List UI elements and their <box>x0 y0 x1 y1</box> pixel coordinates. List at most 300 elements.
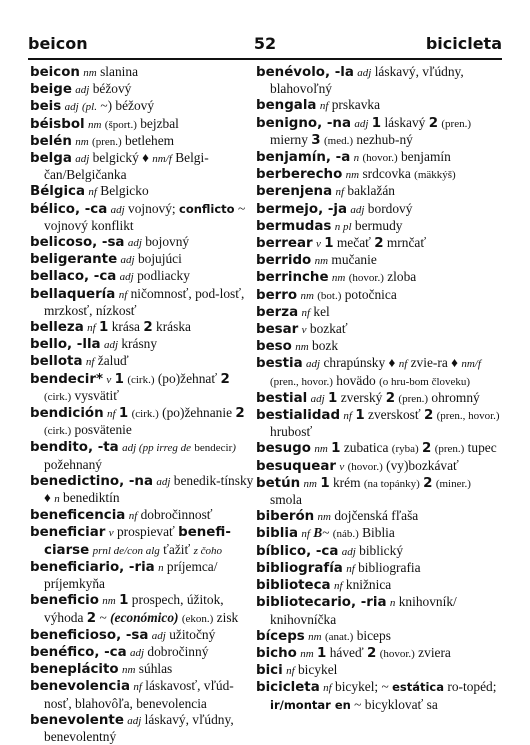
headword: biberón <box>256 509 315 525</box>
entry-text: benedik-tínsky ♦ <box>44 472 254 506</box>
headword: bicho <box>256 645 297 661</box>
entry-text: (vy)bozkávať <box>382 457 459 473</box>
headword: beneficencia <box>30 508 126 524</box>
grammar-label: adj <box>127 237 142 250</box>
usage-label: (hovor.) <box>362 152 398 165</box>
entry-text: vysvätiť <box>71 387 119 403</box>
entry-text: kel <box>310 303 330 319</box>
sense-number: 2 <box>86 610 97 626</box>
usage-label: (cirk.) <box>127 373 155 386</box>
grammar-label: nf <box>398 358 408 371</box>
sense-number: 1 <box>114 371 124 387</box>
entry-text: dojčenská fľaša <box>331 508 419 524</box>
headword: belleza <box>30 320 84 336</box>
grammar-label: n <box>353 152 360 165</box>
entry-text: knižnica <box>342 577 392 593</box>
phrase: ir/montar en <box>270 697 351 712</box>
entry-text: bicykel <box>294 662 338 678</box>
usage-label: (hovor.) <box>347 460 383 473</box>
sense-number: 2 <box>428 115 439 131</box>
usage-label: (hovor.) <box>348 272 384 285</box>
dictionary-entry <box>256 304 502 321</box>
headword: berenjena <box>256 184 333 200</box>
grammar-label: nf <box>107 408 116 421</box>
grammar-label: n pl <box>334 220 352 233</box>
usage-label: (pren.) <box>434 443 465 456</box>
dictionary-entry <box>256 183 502 200</box>
usage-label: (pren.) <box>92 135 122 148</box>
grammar-label: nf <box>133 681 142 694</box>
headword: besuquear <box>256 458 337 474</box>
grammar-label: nf <box>301 306 311 319</box>
entry-text: súhlas <box>135 661 173 677</box>
grammar-label: nm <box>87 118 102 131</box>
headword: bellota <box>30 354 83 370</box>
headword: bélico, -ca <box>30 201 108 217</box>
dictionary-entry <box>256 628 502 645</box>
grammar-label: n <box>54 493 60 506</box>
headword: berza <box>256 304 299 320</box>
grammar-label: nf <box>333 580 343 593</box>
sense-number: 1 <box>317 645 327 661</box>
entry-text: láskavý, vľúdny, benevolentný <box>44 711 234 744</box>
entry-text: Belgicko <box>96 183 149 199</box>
headword: Bélgica <box>30 184 86 200</box>
entry-text: krém <box>329 474 364 490</box>
usage-label: (ekon.) <box>181 612 214 625</box>
entry-text: ničomnosť, pod-losť, mrzkosť, nízkosť <box>44 285 245 318</box>
headword: bestialidad <box>256 408 341 424</box>
entry-text: potočnica <box>341 286 397 302</box>
headword: bendición <box>30 406 104 422</box>
dictionary-entry <box>256 594 502 627</box>
dictionary-entry <box>30 319 256 336</box>
entry-text: bozk <box>308 338 339 354</box>
grammar-label: v <box>106 373 112 386</box>
grammar-label: v <box>339 460 345 473</box>
sense-number: 2 <box>422 441 432 457</box>
dictionary-entry <box>30 64 256 81</box>
dictionary-entry <box>30 286 256 319</box>
dictionary-entry <box>30 524 256 558</box>
grammar-label: v <box>315 238 321 251</box>
grammar-label: nm <box>303 477 317 490</box>
headword: beis <box>30 99 62 115</box>
headword: benigno, -na <box>256 115 351 131</box>
grammar-label: nf <box>343 410 352 423</box>
entry-text: prospievať <box>113 524 179 540</box>
sense-number: 1 <box>99 320 109 336</box>
grammar-label: nm <box>121 664 136 677</box>
headword: beicon <box>30 65 80 80</box>
dictionary-entry <box>30 405 256 439</box>
dictionary-entry <box>30 183 256 200</box>
headword: bibliotecario, -ria <box>256 595 387 611</box>
dictionary-entry <box>256 662 502 679</box>
grammar-label: nf <box>85 356 95 369</box>
grammar-label: adj <box>110 203 125 216</box>
entry-text: láskavý <box>381 114 429 130</box>
sense-number: 2 <box>367 645 377 661</box>
grammar-label: nm <box>331 272 346 285</box>
entry-text: mučanie <box>328 252 377 268</box>
entry-text: bejzbal <box>136 115 179 131</box>
dictionary-entry <box>256 577 502 594</box>
headword: beneficiar <box>30 525 106 541</box>
dictionary-entry <box>256 407 502 440</box>
sense-number: 3 <box>311 132 321 148</box>
sense-number: 1 <box>331 441 341 457</box>
entry-text: prskavka <box>328 97 381 113</box>
entry-text: biblický <box>355 542 404 558</box>
entry-text: belgický ♦ <box>89 150 153 166</box>
headword: belén <box>30 133 72 149</box>
grammar-label: adj <box>103 339 118 352</box>
grammar-label: nf <box>301 528 310 541</box>
headword: benedictino, -na <box>30 473 153 489</box>
usage-label: (pren.) <box>398 392 429 405</box>
sense-number: 2 <box>143 320 153 336</box>
entry-text: Belgi-čan/Belgičanka <box>44 150 209 183</box>
entry-text: dobročinný <box>144 643 209 659</box>
entry-text: betlehem <box>121 132 175 148</box>
usage-label: (náb.) <box>332 528 359 541</box>
headword: benjamín, -a <box>256 150 351 166</box>
headword: benefi-ciarse <box>44 525 231 558</box>
sense-number: 2 <box>423 408 434 424</box>
grammar-label: nm <box>345 169 360 182</box>
dictionary-entry <box>30 201 256 234</box>
grammar-label: n <box>389 597 396 610</box>
header-left-guide-word: beicon <box>28 34 88 53</box>
usage-label: (med.) <box>323 134 353 147</box>
dictionary-entry <box>256 543 502 560</box>
grammar-label: nm <box>75 135 89 148</box>
dictionary-entry <box>30 559 256 592</box>
dictionary-entry <box>30 661 256 678</box>
headword: bellaquería <box>30 286 116 302</box>
usage-label: bendecir <box>194 442 233 455</box>
headword: benévolo, -la <box>256 65 354 80</box>
grammar-label: adj <box>75 84 90 97</box>
dictionary-entry <box>256 252 502 269</box>
sense-number: 1 <box>355 408 365 424</box>
headword: betún <box>256 475 301 491</box>
grammar-label: nf <box>118 288 128 301</box>
grammar-label: adj <box>75 153 90 166</box>
grammar-label: nf <box>286 665 295 678</box>
entry-text: bojovný <box>141 234 190 250</box>
grammar-label: adj <box>64 101 79 114</box>
grammar-label: prnl de/con alg <box>92 544 160 557</box>
entry-text: ~ vojnový konflikt <box>44 200 246 233</box>
header-right-guide-word: bicicleta <box>425 34 502 53</box>
usage-label: (cirk.) <box>44 390 72 403</box>
grammar-label: adj <box>129 646 145 659</box>
grammar-label: adj <box>151 629 166 642</box>
sense-number: 2 <box>374 236 384 252</box>
headword: bibliografía <box>256 560 343 576</box>
headword: bengala <box>256 98 317 114</box>
headword: benevolencia <box>30 679 130 695</box>
grammar-label: nm <box>102 595 116 608</box>
grammar-label: adj <box>127 714 142 727</box>
dictionary-entry <box>256 218 502 235</box>
headword: bellaco, -ca <box>30 269 117 285</box>
phrase-italic: (económico) <box>110 609 179 625</box>
dictionary-entry <box>256 149 502 166</box>
entry-text: zubatica <box>340 440 392 456</box>
entry-text: zloba <box>383 269 417 285</box>
dictionary-entry <box>256 458 502 475</box>
entry-text: krásny <box>118 336 158 352</box>
headword: berro <box>256 287 298 303</box>
headword: bermudas <box>256 218 332 234</box>
dictionary-entry <box>30 81 256 98</box>
grammar-label: nf <box>87 322 96 335</box>
headword: beso <box>256 339 292 355</box>
headword: bicicleta <box>256 680 320 696</box>
headword: berrido <box>256 253 312 269</box>
sense-number: 1 <box>119 593 129 609</box>
headword: beneficioso, -sa <box>30 627 149 643</box>
entry-text: tupec <box>464 440 497 456</box>
entry-text: ~ bicyklovať sa <box>350 696 438 712</box>
usage-label: (o hru-bom človeku) <box>379 375 471 388</box>
sense-number: 1 <box>320 475 330 491</box>
headword: berrear <box>256 236 313 252</box>
sense-number: 2 <box>220 371 230 387</box>
left-column <box>30 64 256 745</box>
entry-text: hovädo <box>332 372 380 388</box>
dictionary-entry <box>30 353 256 370</box>
grammar-label: ) <box>232 442 236 455</box>
entry-text: smola <box>270 492 302 508</box>
dictionary-entry <box>256 525 502 542</box>
dictionary-entry <box>30 234 256 251</box>
entry-text: žaluď <box>94 353 129 369</box>
grammar-label: n <box>158 561 164 574</box>
headword: bello, -lla <box>30 337 101 353</box>
dictionary-entry <box>256 166 502 183</box>
grammar-label: v <box>301 324 307 337</box>
entry-text: mrnčať <box>383 235 427 251</box>
headword: beneplácito <box>30 662 119 678</box>
phrase: estática <box>392 680 445 695</box>
grammar-label: adj <box>120 254 135 267</box>
entry-text: bicykel; ~ <box>331 679 393 695</box>
dictionary-entry <box>30 371 256 405</box>
headword: bendito, -ta <box>30 440 119 456</box>
usage-label: (ryba) <box>391 443 419 456</box>
dictionary-entry <box>256 508 502 525</box>
entry-text: baklažán <box>344 183 395 199</box>
dictionary-entry <box>30 712 256 745</box>
entry-text: bojujúci <box>134 251 182 267</box>
entry-text: požehnaný <box>44 456 103 472</box>
grammar-label: nf <box>319 100 329 113</box>
dictionary-entry <box>256 201 502 218</box>
grammar-label: nm <box>314 443 328 456</box>
headword: belicoso, -sa <box>30 235 125 251</box>
dictionary-entry <box>256 390 502 407</box>
entry-text: benjamín <box>397 149 451 165</box>
grammar-label: adj <box>119 271 134 284</box>
entry-text: benediktín <box>59 490 120 506</box>
entry-text: láskavosť, vľúd-nosť, blahovôľa, benevolencia <box>44 678 234 711</box>
dictionary-entry <box>30 644 256 661</box>
header-rule <box>28 58 502 60</box>
dictionary-entry <box>30 439 256 472</box>
entry-text: ~) béžový <box>97 98 155 114</box>
entry-text: vojnový; <box>124 200 179 216</box>
usage-label: (bot.) <box>317 289 342 302</box>
sense-number: 1 <box>118 406 129 422</box>
headword: besugo <box>256 441 311 457</box>
grammar-label: nm <box>300 289 314 302</box>
dictionary-entry <box>256 115 502 149</box>
grammar-label: adj <box>354 117 369 130</box>
dictionary-entry <box>30 251 256 268</box>
headword: beige <box>30 82 72 98</box>
headword: biblioteca <box>256 578 331 594</box>
grammar-label: adj <box>341 545 356 558</box>
dictionary-entry <box>30 133 256 150</box>
headword: bermejo, -ja <box>256 201 348 217</box>
entry-text: bozkať <box>306 321 348 337</box>
usage-label: (na topánky) <box>363 477 420 490</box>
entry-text: ohromný <box>428 389 480 405</box>
entry-text: chrapúnsky ♦ <box>320 355 399 371</box>
entry-text: láskavý, vľúdny, blahovoľný <box>270 64 464 97</box>
usage-label: (pren., hovor.) <box>270 375 333 388</box>
entry-text: užitočný <box>165 626 216 642</box>
entry-text: dobročinnosť <box>137 507 213 523</box>
usage-label: (miner.) <box>435 477 471 490</box>
grammar-label: nf <box>128 510 138 523</box>
grammar-label: nm/f <box>461 358 481 371</box>
grammar-label: nf <box>323 682 332 695</box>
dictionary-entry <box>256 97 502 114</box>
headword: bendecir* <box>30 371 104 387</box>
dictionary-entry <box>30 507 256 524</box>
dictionary-entry <box>30 592 256 626</box>
sense-number: 1 <box>328 390 338 406</box>
headword: beneficio <box>30 593 99 609</box>
grammar-label: nm <box>300 647 314 660</box>
page-header <box>28 34 502 56</box>
dictionary-entry <box>256 321 502 338</box>
entry-text: mečať <box>333 235 375 251</box>
headword: bíceps <box>256 628 305 644</box>
dictionary-entry <box>256 338 502 355</box>
entry-text: béžový <box>89 81 132 97</box>
entry-text: Biblia <box>358 525 395 541</box>
dictionary-entry <box>256 679 502 712</box>
grammar-label: adj <box>357 67 372 79</box>
dictionary-entry <box>30 627 256 644</box>
grammar-label: adj <box>310 392 325 405</box>
sense-number: 2 <box>235 406 245 422</box>
headword: belga <box>30 151 72 167</box>
usage-label: (pren., hovor.) <box>436 410 500 423</box>
sense-number: 2 <box>385 390 396 406</box>
headword: bíblico, -ca <box>256 543 339 559</box>
grammar-label: nm/f <box>152 153 172 166</box>
usage-label: (anat.) <box>324 630 354 643</box>
page-number: 52 <box>253 34 277 53</box>
dictionary-entry <box>256 287 502 304</box>
usage-label: (mäkkýš) <box>414 169 456 182</box>
grammar-label: v <box>108 527 114 540</box>
entry-text: (po)žehnanie <box>158 405 236 421</box>
entry-text: bordový <box>364 200 413 216</box>
dictionary-entry <box>30 336 256 353</box>
grammar-label: z čoho <box>193 544 222 557</box>
dictionary-entry <box>30 150 256 183</box>
entry-text: knihovník/ knihovníčka <box>270 594 457 627</box>
grammar-label: nm <box>83 67 97 79</box>
grammar-label: nf <box>335 186 345 199</box>
dictionary-entry <box>256 269 502 286</box>
headword: bestial <box>256 390 308 406</box>
entry-text: zvie-ra ♦ <box>407 355 462 371</box>
dictionary-entry <box>30 678 256 711</box>
entry-text: ~ <box>96 609 111 625</box>
entry-text: kráska <box>152 319 191 335</box>
headword: beligerante <box>30 252 118 268</box>
entry-text: zviera <box>414 644 451 660</box>
usage-label: (cirk.) <box>44 425 72 438</box>
entry-text: zisk <box>213 609 239 625</box>
usage-label: (šport.) <box>104 118 137 131</box>
entry-text: príjemca/ príjemkyňa <box>44 558 218 592</box>
headword: bici <box>256 663 283 679</box>
entry-text: srdcovka <box>359 166 415 182</box>
dictionary-entry <box>256 645 502 662</box>
sense-number: 2 <box>423 475 433 491</box>
usage-label: (cirk.) <box>131 408 159 421</box>
entry-text: zverský <box>337 389 386 405</box>
entry-text: biceps <box>353 627 391 643</box>
grammar-label: (pl. <box>82 101 97 114</box>
sense-number: 1 <box>324 236 334 252</box>
dictionary-entry <box>256 355 502 389</box>
entry-text: (po)žehnať <box>154 370 221 386</box>
dictionary-entry <box>256 475 502 508</box>
entry-text: bermudy <box>351 217 403 233</box>
grammar-label: adj (pp irreg de <box>122 442 192 455</box>
dictionary-entry <box>30 98 256 115</box>
grammar-label: nf <box>346 562 355 575</box>
entry-text: mierny <box>270 131 312 147</box>
grammar-label: nm <box>314 255 329 268</box>
headword: besar <box>256 322 299 338</box>
phrase-italic: B <box>313 525 323 541</box>
entry-text: podliacky <box>133 268 190 284</box>
entry-text: háveď <box>326 644 367 660</box>
headword: benéfico, -ca <box>30 644 127 660</box>
sense-number: 1 <box>371 115 382 131</box>
grammar-label: nm <box>295 341 309 354</box>
headword: berrinche <box>256 270 329 286</box>
dictionary-entry <box>256 560 502 577</box>
dictionary-entry <box>30 268 256 285</box>
headword: berberecho <box>256 167 343 183</box>
entry-text: ro-topéd; <box>444 679 497 695</box>
headword: beneficiario, -ria <box>30 559 155 575</box>
entry-text: ťažiť <box>159 541 194 557</box>
